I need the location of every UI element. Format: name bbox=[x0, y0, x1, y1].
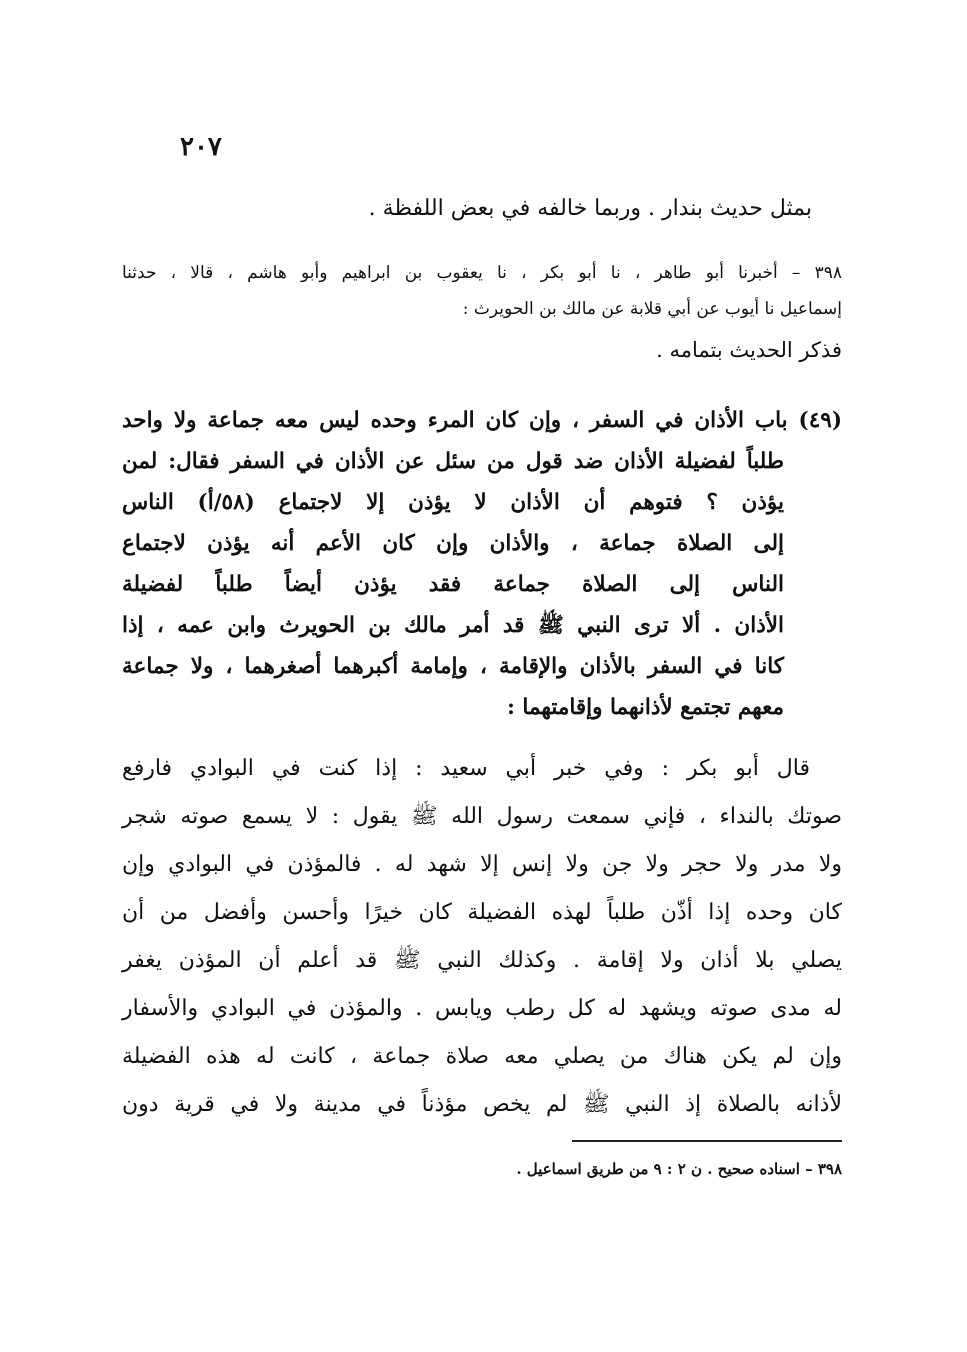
hadith-line: إسماعيل نا أيوب عن أبي قلابة عن مالك بن الحويرث : bbox=[462, 299, 842, 319]
body-line: ولا مدر ولا حجر ولا جن ولا إنس إلا شهد له . فالمؤذن في البوادي وإن bbox=[122, 852, 842, 877]
chapter-line: الأذان . ألا ترى النبي ﷺ قد أمر مالك بن الحويرث وابن عمه ، إذا bbox=[122, 613, 784, 638]
chapter-line: معهم تجتمع لأذانهما وإقامتهما : bbox=[507, 695, 784, 720]
body-line: صوتك بالنداء ، فإني سمعت رسول الله ﷺ يقول : لا يسمع صوته شجر bbox=[122, 804, 842, 829]
chapter-line: إلى الصلاة جماعة ، والأذان وإن كان الأعم أنه يؤذن لاجتماع bbox=[122, 531, 784, 556]
hadith-ending-line: فذكر الحديث بتمامه . bbox=[656, 338, 842, 362]
continuation-text bbox=[292, 196, 812, 221]
body-line: وإن لم يكن هناك من يصلي معه صلاة جماعة ، كانت له هذه الفضيلة bbox=[122, 1044, 842, 1069]
footnote bbox=[122, 1160, 842, 1178]
body-line: له مدى صوته ويشهد له كل رطب ويابس . والمؤذن في البوادي والأسفار bbox=[122, 996, 842, 1021]
chapter-line: كانا في السفر بالأذان والإقامة ، وإمامة أكبرهما أصغرهما ، ولا جماعة bbox=[122, 654, 784, 679]
continuation-line: بمثل حديث بندار . وربما خالفه في بعض اللفظة . bbox=[368, 196, 812, 221]
page-number: ٢٠٧ bbox=[180, 132, 222, 162]
body-line: لأذانه بالصلاة إذ النبي ﷺ لم يخص مؤذناً في مدينة ولا في قرية دون bbox=[122, 1092, 842, 1117]
hadith-398-ending bbox=[422, 338, 842, 362]
body-line: كان وحده إذا أذّن طلباً لهذه الفضيلة كان خيرًا وأحسن وأفضل من أن bbox=[122, 900, 842, 925]
chapter-heading-line: (٤٩) باب الأذان في السفر ، وإن كان المرء وحده ليس معه جماعة ولا واحد bbox=[122, 408, 842, 433]
chapter-line: يؤذن ؟ فتوهم أن الأذان لا يؤذن إلا لاجتماع (٥٨/أ) الناس bbox=[122, 490, 784, 515]
chapter-49 bbox=[122, 400, 842, 728]
body-text bbox=[122, 745, 842, 1129]
body-line: يصلي بلا أذان ولا إقامة . وكذلك النبي ﷺ قد أعلم أن المؤذن يغفر bbox=[122, 948, 842, 973]
hadith-line: ٣٩٨ – أخبرنا أبو طاهر ، نا أبو بكر ، نا يعقوب بن ابراهيم وأبو هاشم ، قالا ، حدثنا bbox=[122, 263, 842, 283]
chapter-line: طلباً لفضيلة الأذان ضد قول من سئل عن الأذان في السفر فقال: لمن bbox=[122, 449, 784, 474]
footnote-line: ٣٩٨ – اسناده صحيح . ن ٢ : ٩ من طريق اسماعيل . bbox=[516, 1160, 842, 1178]
hadith-398 bbox=[122, 255, 842, 327]
chapter-line: الناس إلى الصلاة جماعة فقد يؤذن أيضاً طلباً لفضيلة bbox=[122, 572, 784, 597]
body-line: قال أبو بكر : وفي خبر أبي سعيد : إذا كنت في البوادي فارفع bbox=[122, 756, 810, 781]
footnote-divider bbox=[572, 1140, 842, 1142]
